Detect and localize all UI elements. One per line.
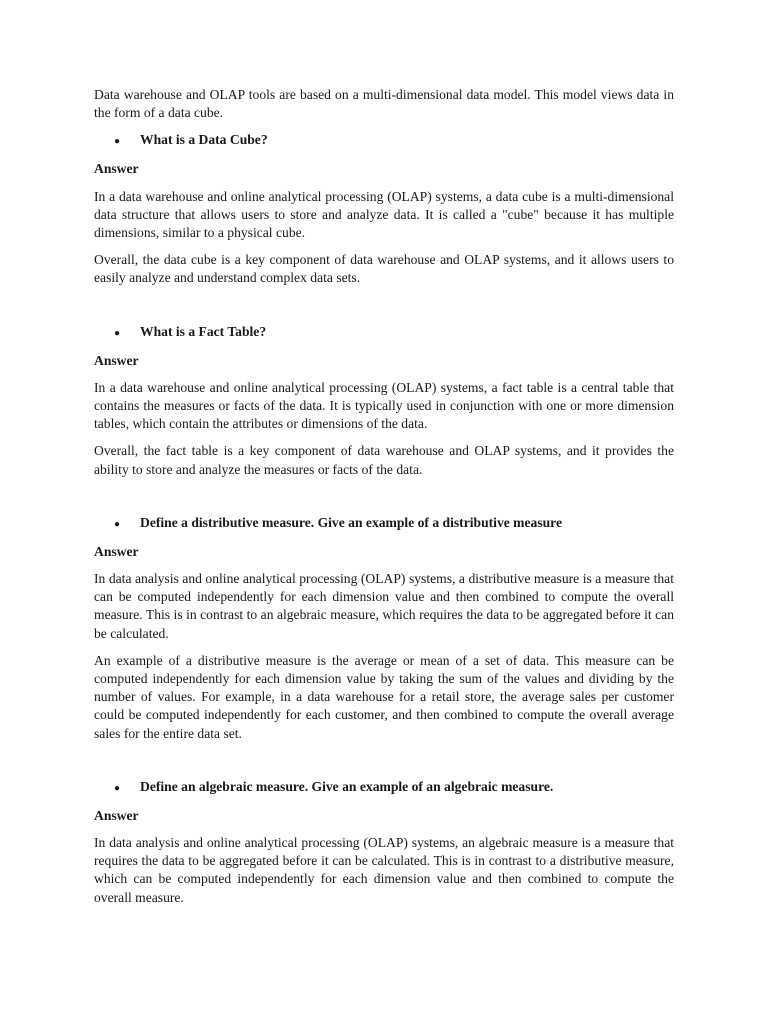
document-page <box>94 86 674 916</box>
answer-label: Answer <box>94 161 139 177</box>
answer-paragraph: In a data warehouse and online analytical processing (OLAP) systems, a data cube is a multi-dimensional data structure that allows users to store and analyze data. It is called a "cube" because it has multiple dimensions, similar to a physical cube. <box>94 188 674 241</box>
intro-paragraph: Data warehouse and OLAP tools are based on a multi-dimensional data model. This model views data in the form of a data cube. <box>94 87 674 121</box>
bullet-icon: ● <box>114 782 121 794</box>
bullet-icon: ● <box>114 136 121 148</box>
question-heading <box>94 131 674 151</box>
question-heading <box>94 323 674 343</box>
answer-label: Answer <box>94 807 139 823</box>
answer-paragraph: In data analysis and online analytical processing (OLAP) systems, a distributive measure is a measure that can be computed independently for each dimension value and then combined to compute the overall measure. This is in contrast to an algebraic measure, which requires the data to be aggregated before it can be calculated. <box>94 571 674 641</box>
answer-paragraph: In data analysis and online analytical processing (OLAP) systems, an algebraic measure is a measure that requires the data to be aggregated before it can be calculated. This is in contrast to a distributive measure, which can be computed independently for each dimension value and then combined to compute the overall measure. <box>94 835 674 905</box>
answer-paragraph: An example of a distributive measure is the average or mean of a set of data. This measure can be computed independently for each dimension value by taking the sum of the values and dividing by the number of values. For example, in a data warehouse for a retail store, the average sales per customer could be computed independently for each customer, and then combined to compute the overall average sales for the entire data set. <box>94 652 674 741</box>
question-heading <box>94 778 674 798</box>
question-text: What is a Fact Table? <box>140 323 267 339</box>
question-text: Define an algebraic measure. Give an example of an algebraic measure. <box>140 778 554 794</box>
answer-paragraph: Overall, the data cube is a key component of data warehouse and OLAP systems, and it allows users to easily analyze and understand complex data sets. <box>94 252 674 286</box>
bullet-icon: ● <box>114 518 121 530</box>
answer-paragraph: Overall, the fact table is a key component of data warehouse and OLAP systems, and it provides the ability to store and analyze the measures or facts of the data. <box>94 443 674 477</box>
answer-paragraph: In a data warehouse and online analytical processing (OLAP) systems, a fact table is a central table that contains the measures or facts of the data. It is typically used in conjunction with one or more dimension tables, which contain the attributes or dimensions of the data. <box>94 379 674 432</box>
section-spacer <box>94 488 674 514</box>
answer-label: Answer <box>94 352 139 368</box>
bullet-icon: ● <box>114 327 121 339</box>
section-spacer <box>94 752 674 778</box>
question-text: Define a distributive measure. Give an example of a distributive measure <box>140 514 562 530</box>
section-spacer <box>94 297 674 323</box>
question-heading <box>94 514 674 534</box>
question-text: What is a Data Cube? <box>140 132 268 148</box>
answer-label: Answer <box>94 543 139 559</box>
